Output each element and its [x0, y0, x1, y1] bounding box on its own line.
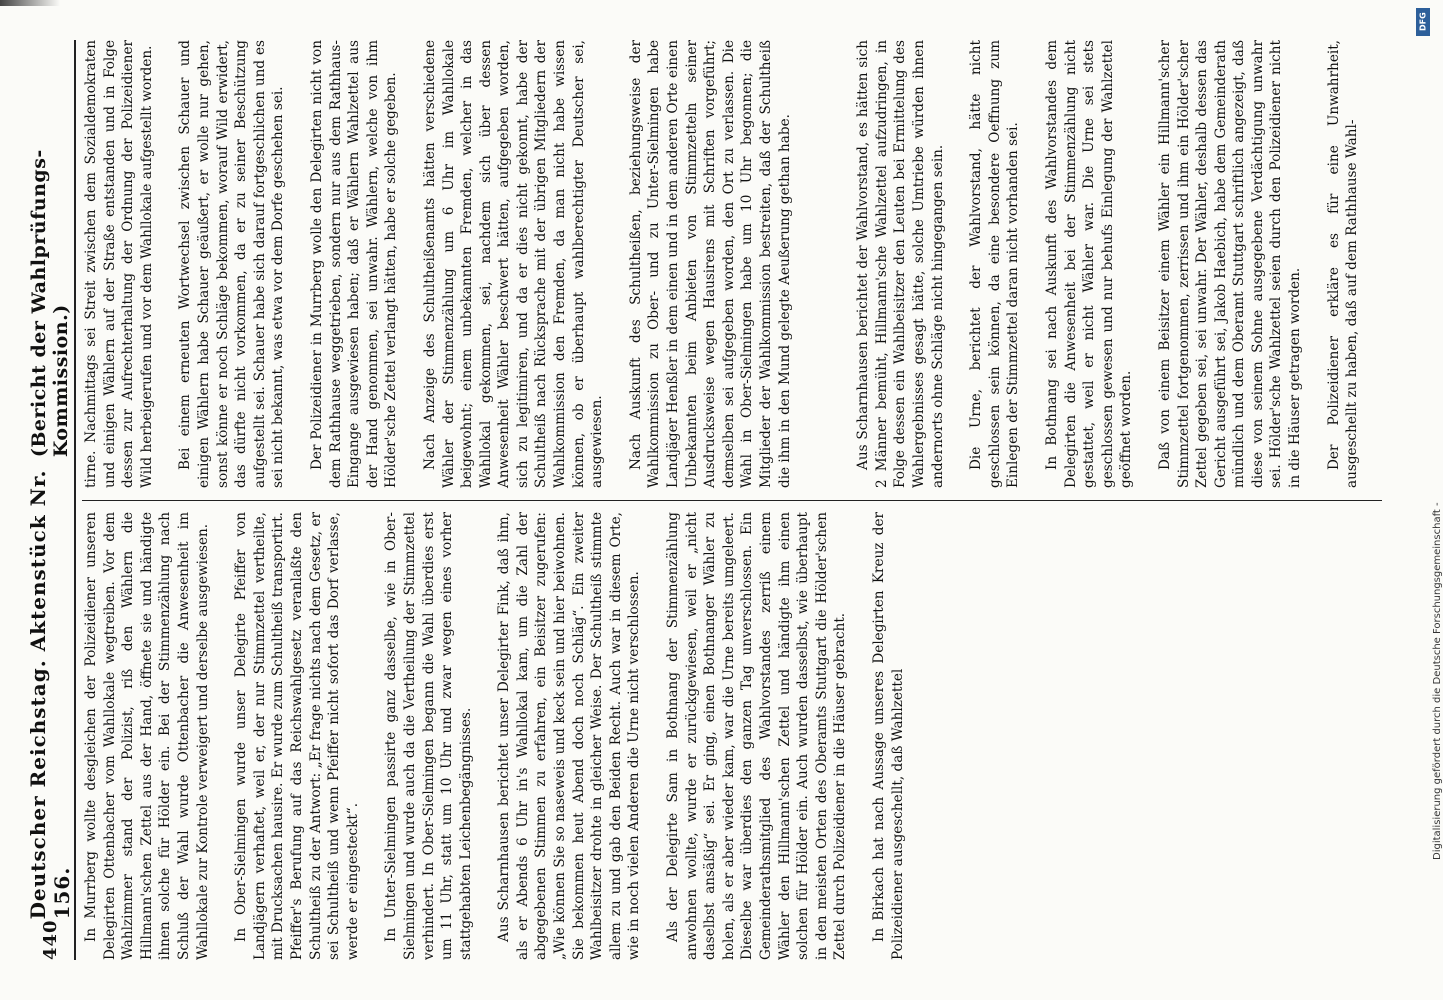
column-divider — [82, 500, 1382, 501]
paragraph-gap — [850, 512, 870, 960]
paragraph-gap — [607, 40, 627, 488]
paragraph: Nach Auskunft des Schultheißen, beziehungsweise der Wahlkommission zu Ober- und zu Unter-Sielmingen habe Landjäger Henßler in dem einen und in dem anderen Orte einen Unbekannten beim Anbieten von Stimmzetteln seiner Ausdrucksweise wegen Hausirens mit Schriften vorgeführt; demselben sei aufgegeben worden, den Ort zu verlassen. Die Wahl in Ober-Sielmingen habe um 10 Uhr begonnen; die Mitglieder der Wahlkommission bestreiten, daß der Schultheiß die ihm in den Mund gelegte Aeußerung gethan habe. — [627, 40, 793, 488]
paragraph-gap — [475, 512, 495, 960]
page-number: 440 — [39, 919, 61, 960]
paragraph: Der Polizeidiener erkläre es für eine Unwahrheit, ausgeschellt zu haben, daß auf dem Rathhause Wahl- — [1325, 40, 1361, 488]
page-header — [26, 40, 74, 960]
paragraph: Als der Delegirte Sam in Bothnang der Stimmenzählung anwohnen wollte, wurde er zurückgewiesen, weil er „nicht daselbst ansäßig“ sei. Er ging, einen Bothnanger Wähler zu holen, als er aber wieder kam, war die Urne bereits umgeleert. Dieselbe war überdies den ganzen Tag unverschlossen. Ein Gemeinderathsmitglied des Wahlvorstandes zerriß einem Wähler den Hillmann'schen Zettel und händigte ihm einen solchen für Hölder ein. Auch wurden dasselbst, wie überhaupt in den meisten Orten des Oberamts Stuttgart die Hölder'schen Zettel durch Polizeidiener in die Häuser gebracht. — [665, 512, 849, 960]
paragraph-gap — [644, 512, 664, 960]
paragraph: In Bothnang sei nach Auskunft des Wahlvorstandes dem Delegirten die Anwesenheit bei der Stimmenzählung nicht gestattet, weil er nicht Wähler war. Die Urne sei stets geschlossen gewesen und nur behufs Einlegung der Wahlzettel geöffnet worden. — [1043, 40, 1135, 488]
paragraph-gap — [212, 512, 232, 960]
header-rule — [74, 40, 76, 960]
paragraph-gap — [1023, 40, 1043, 488]
paragraph: In Ober-Sielmingen wurde unser Delegirte Pfeiffer von Landjägern verhaftet, weil er, der nur Stimmzettel vertheilte, mit Drucksachen hausire. Er wurde zum Schultheiß transportirt. Pfeiffer's Berufung auf das Reichswahlgesetz veranlaßte den Schultheiß zu der Antwort: „Er frage nichts nach dem Gesetz, er sei Schultheiß und wenn Pfeiffer nicht sofort das Dorf verlasse, werde er eingesteckt“. — [233, 512, 361, 960]
paragraph-gap — [1305, 40, 1325, 488]
right-column — [82, 40, 1362, 488]
left-column — [82, 512, 907, 960]
paragraph: In Birkach hat nach Aussage unseres Delegirten Kreuz der Polizeidiener ausgeschellt, daß Wahlzettel — [870, 512, 906, 960]
paragraph-gap — [1136, 40, 1156, 488]
paragraph-gap — [947, 40, 967, 488]
paragraph-gap — [401, 40, 421, 488]
running-title: Deutscher Reichstag. Aktenstück Nr. 156. — [26, 469, 74, 920]
paragraph-gap — [156, 40, 176, 488]
paragraph: Bei einem erneuten Wortwechsel zwischen Schauer und einigen Wählern habe Schauer geäußert, er wolle nur gehen, sonst könne er noch Schläge bekommen, worauf Wild erwidert, das dürfte nicht vorkommen, da er zu seiner Beschützung aufgestellt sei. Schauer habe sich darauf fortgeschlichen und es sei nicht bekannt, was etwa vor dem Dorfe geschehen sei. — [177, 40, 287, 488]
paragraph-gap — [288, 40, 308, 488]
paragraph: Aus Scharnhausen berichtet unser Delegirter Fink, daß ihm, als er Abends 6 Uhr in's Wahllokal kam, um die Zahl der abgegebenen Stimmen zu erfahren, ein Beisitzer zugerufen: „Wie können Sie so naseweis und keck sein und hier beiwohnen. Sie bekommen heut Abend doch noch Schläg“. Ein zweiter Wahlbeisitzer drohte in gleicher Weise. Der Schultheiß stimmte allem zu und gab den Beiden Recht. Auch war in diesem Orte, wie in noch vielen Anderen die Urne nicht verschlossen. — [496, 512, 643, 960]
paragraph-gap — [794, 40, 854, 488]
paragraph-gap — [362, 512, 382, 960]
paragraph: Der Polizeidiener in Murrberg wolle den Delegirten nicht von dem Rathhause weggetrieben, sondern nur aus dem Rathhaus-Eingange ausgewiesen haben; daß er Wählern Wahlzettel aus der Hand genommen, sei unwahr. Wählern, welche von ihm Hölder'sche Zettel verlangt hätten, habe er solche gegeben. — [308, 40, 400, 488]
digitization-credit: Digitalisierung gefördert durch die Deutsche Forschungsgemeinschaft - — [1432, 502, 1443, 860]
paragraph: Nach Anzeige des Schultheißenamts hätten verschiedene Wähler der Stimmenzählung um 6 Uhr im Wahllokale beigewohnt; einem unbekannten Fremden, welcher in das Wahllokal gekommen, sei, nachdem sich über dessen Anwesenheit Wähler beschwert hätten, aufgegeben worden, sich zu legitimiren, und da er dies nicht gekonnt, habe der Schultheiß nach Rücksprache mit der übrigen Mitgliedern der Wahlkommission den Fremden, da man nicht habe wissen können, ob er überhaupt wahlberechtigter Deutscher sei, ausgewiesen. — [421, 40, 606, 488]
paragraph: In Murrberg wollte desgleichen der Polizeidiener unseren Delegirten Ottenbacher vom Wahllokale wegtreiben. Vor dem Wahlzimmer stand der Polizist, riß den Wählern die Hillmann'schen Zettel aus der Hand, öffnete sie und händigte ihnen solche für Hölder ein. Bei der Stimmenzählung nach Schluß der Wahl wurde Ottenbacher die Anwesenheit im Wahllokale zur Kontrole verweigert und derselbe ausgewiesen. — [83, 512, 211, 960]
paragraph: Aus Scharnhausen berichtet der Wahlvorstand, es hätten sich 2 Männer bemüht, Hillmann'sche Wahlzettel aufzudringen, in Folge dessen ein Wahlbeisitzer den Leuten bei Ermittelung des Wahlergebnisses gesagt hätte, solche Umtriebe würden ihnen andernorts ohne Schläge nicht hingegangen sein. — [855, 40, 946, 488]
paragraph: tirne. Nachmittags sei Streit zwischen dem Sozialdemokraten und einigen Wählern auf der Straße entstanden und in Folge dessen zur Aufrechterhaltung der Ordnung der Polizeidiener Wild herbeigerufen und vor dem Wahllokale aufgestellt worden. — [83, 40, 155, 488]
running-section: (Bericht der Wahlprüfungs-Kommission.) — [28, 149, 72, 458]
dfg-logo: DFG — [1416, 8, 1430, 36]
paragraph: Daß von einem Beisitzer einem Wähler ein Hillmann'scher Stimmzettel fortgenommen, zerrissen und ihm ein Hölder'scher Zettel gegeben sei, sei unwahr. Der Wähler, deshalb dessen das Gericht ausgeführt sei, Jakob Haebich, habe dem Gemeinderath mündlich und dem Oberamt Stuttgart schriftlich angezeigt, daß diese von seinem Sohne ausgegebene Verdächtigung unwahr sei. Hölder'sche Wahlzettel seien durch den Polizeidiener nicht in die Häuser getragen worden. — [1156, 40, 1304, 488]
paragraph: Die Urne, berichtet der Wahlvorstand, hätte nicht geschlossen sein können, da eine besondere Oeffnung zum Einlegen der Stimmzettel daran nicht vorhanden sei. — [968, 40, 1022, 488]
paragraph: In Unter-Sielmingen passirte ganz dasselbe, wie in Ober-Sielmingen und wurde auch da die Vertheilung der Stimmzettel verhindert. In Ober-Sielmingen begann die Wahl überdies erst um 11 Uhr, statt um 10 Uhr und zwar wegen eines vorher stattgehabten Leichenbegängnisses. — [383, 512, 474, 960]
